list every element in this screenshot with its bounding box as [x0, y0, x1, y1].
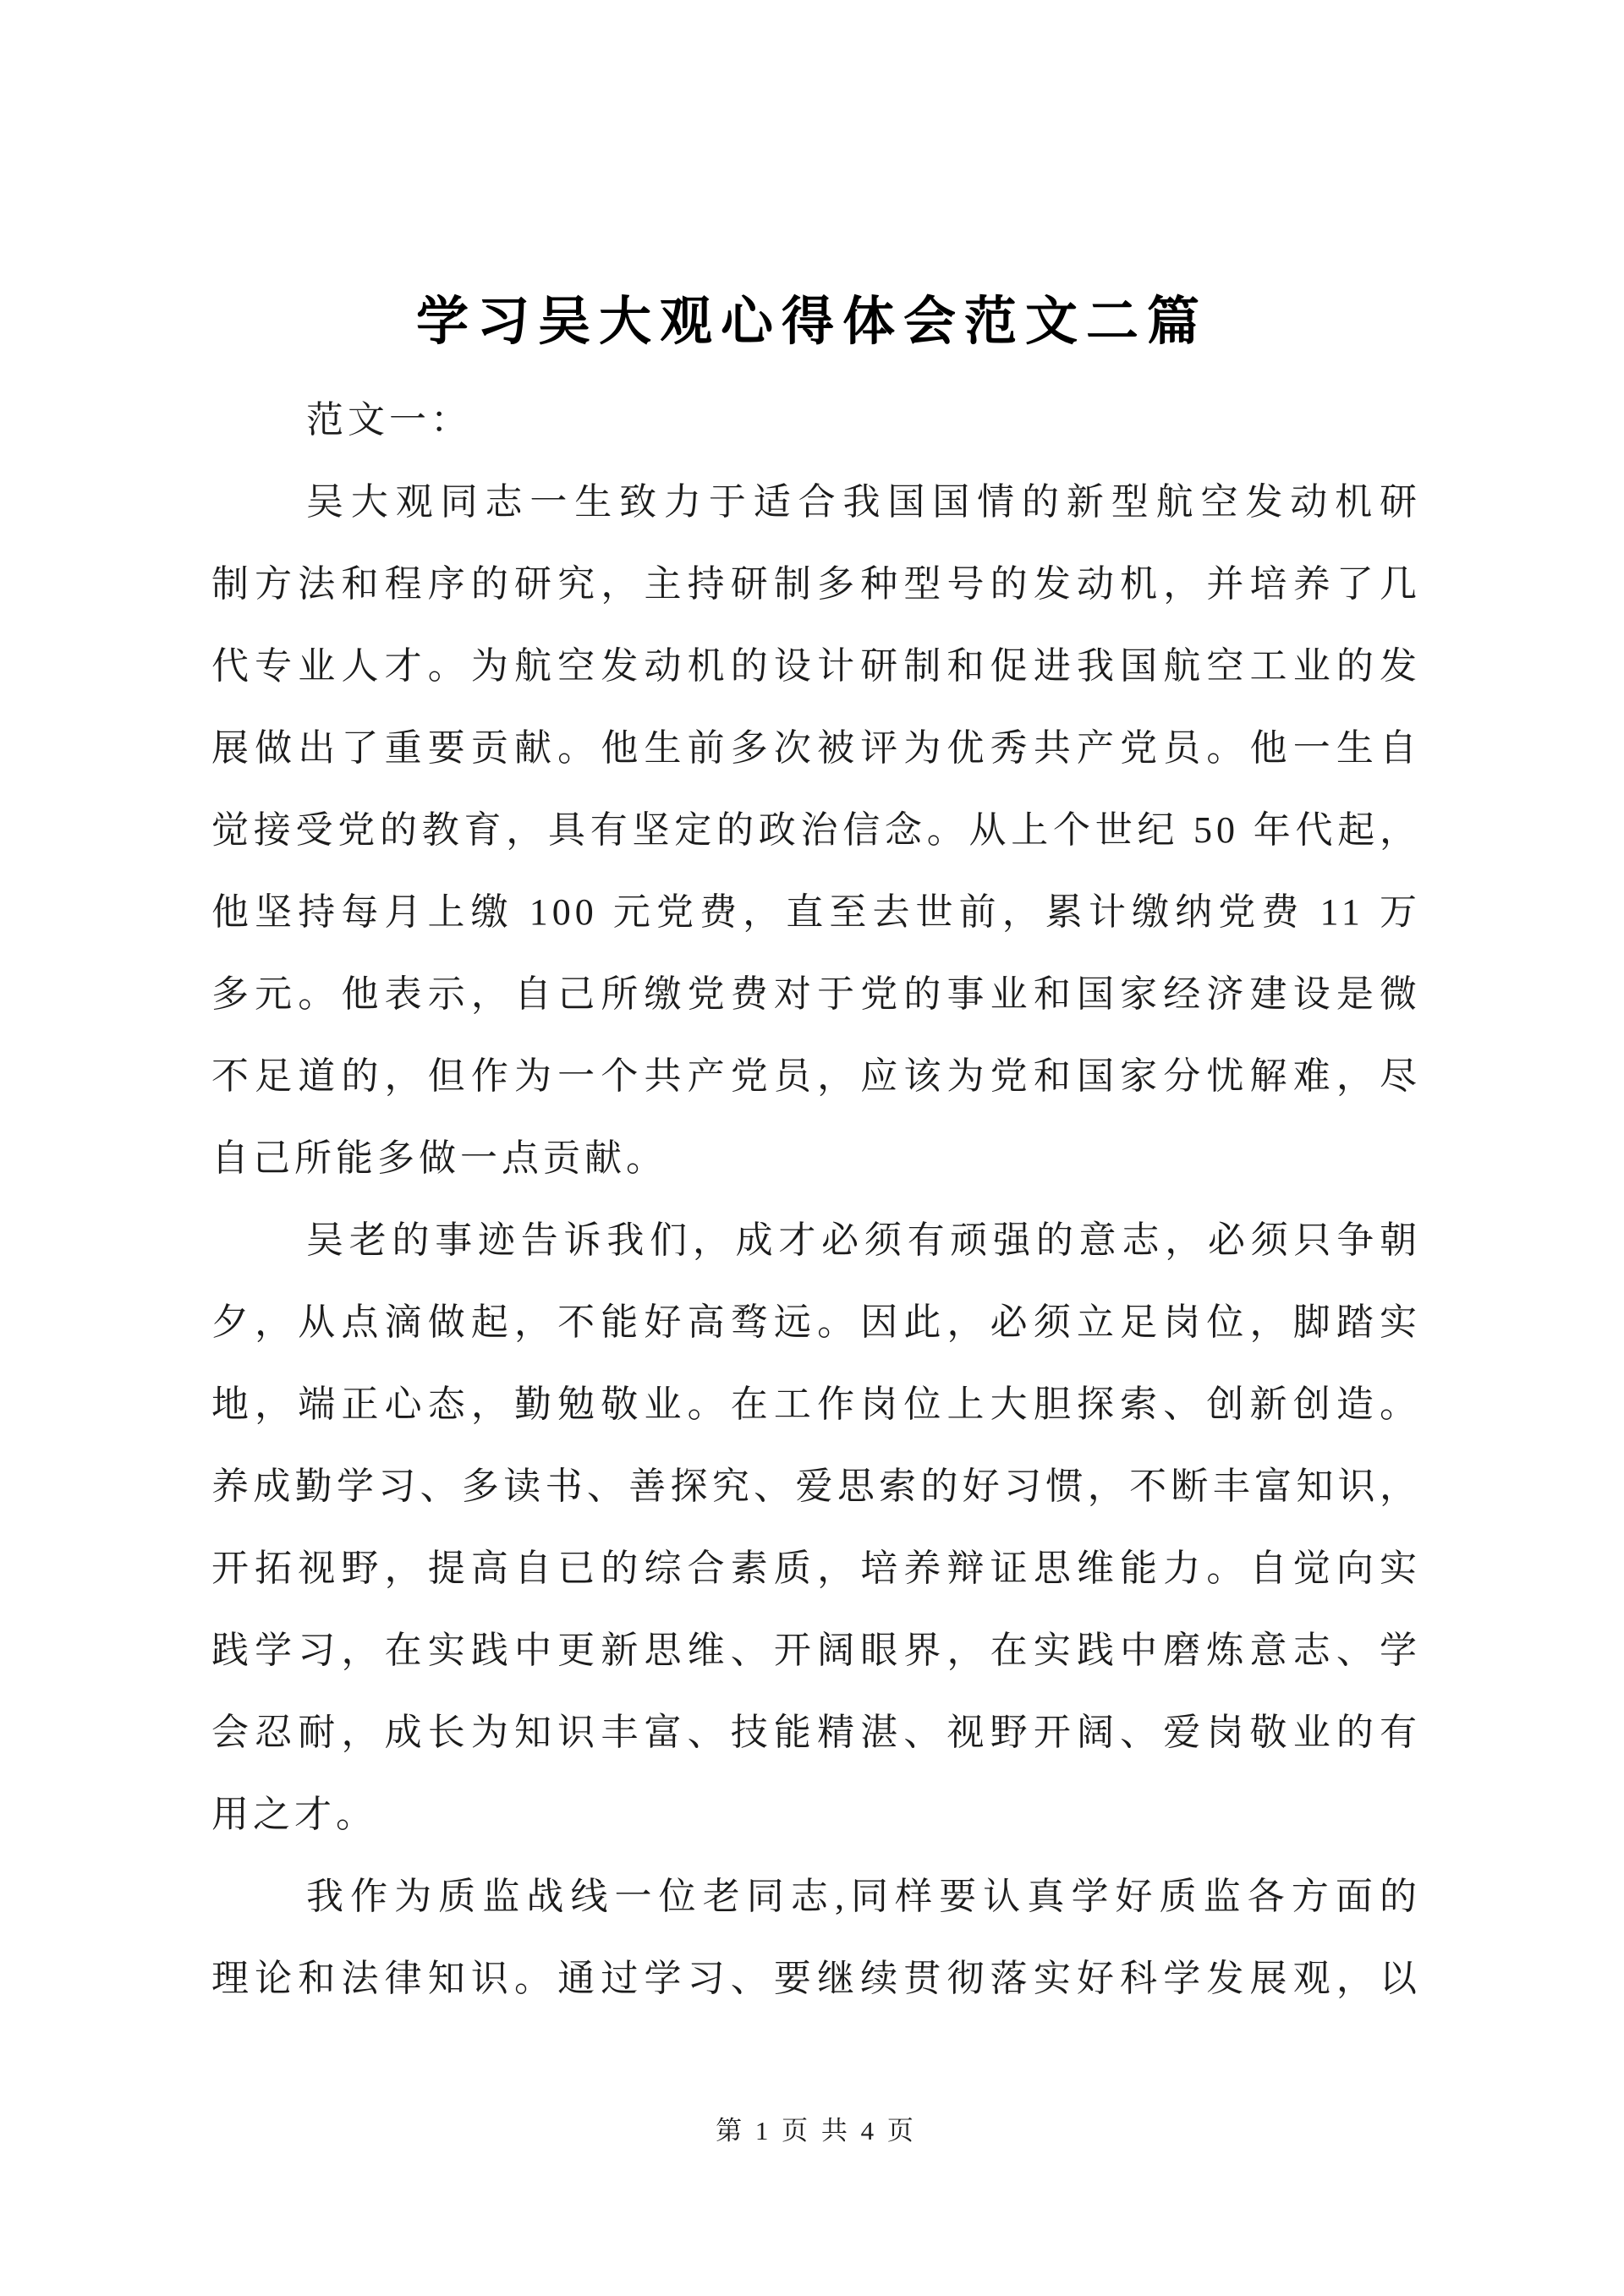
text-line: 范文一： — [306, 399, 472, 441]
text-line: 开拓视野，提高自已的综合素质，培养辩证思维能力。自觉向实 — [211, 1548, 1421, 1589]
text-line: 会忍耐，成长为知识丰富、技能精湛、视野开阔、爱岗敬业的有 — [211, 1712, 1421, 1753]
document-title: 学习吴大观心得体会范文二篇 — [415, 293, 1208, 351]
text-line: 养成勤学习、多读书、善探究、爱思索的好习惯，不断丰富知识， — [211, 1466, 1421, 1507]
text-line: 吴大观同志一生致力于适合我国国情的新型航空发动机研 — [306, 481, 1421, 523]
text-line: 地，端正心态，勤勉敬业。在工作岗位上大胆探索、创新创造。 — [211, 1384, 1421, 1425]
text-line: 展做出了重要贡献。他生前多次被评为优秀共产党员。他一生自 — [211, 727, 1421, 769]
text-line: 不足道的，但作为一个共产党员，应该为党和国家分忧解难，尽 — [211, 1055, 1421, 1097]
text-line: 理论和法律知识。通过学习、要继续贯彻落实好科学发展观，以 — [211, 1958, 1421, 1999]
text-line: 践学习，在实践中更新思维、开阔眼界，在实践中磨炼意志、学 — [211, 1630, 1421, 1671]
text-line: 代专业人才。为航空发动机的设计研制和促进我国航空工业的发 — [211, 645, 1421, 687]
text-line: 夕，从点滴做起，不能好高骛远。因此，必须立足岗位，脚踏实 — [211, 1301, 1421, 1343]
text-line: 多元。他表示，自己所缴党费对于党的事业和国家经济建设是微 — [211, 973, 1421, 1015]
text-line: 用之才。 — [211, 1794, 377, 1835]
page-number-label: 第 1 页 共 4 页 — [716, 2116, 917, 2145]
text-line: 制方法和程序的研究，主持研制多种型号的发动机，并培养了几 — [211, 563, 1421, 605]
text-line: 我作为质监战线一位老同志,同样要认真学好质监各方面的 — [306, 1876, 1421, 1917]
text-line: 他坚持每月上缴 100 元党费，直至去世前，累计缴纳党费 11 万 — [211, 891, 1421, 933]
text-line: 自己所能多做一点贡献。 — [211, 1137, 667, 1179]
text-line: 觉接受党的教育，具有坚定的政治信念。从上个世纪 50 年代起， — [211, 809, 1421, 851]
page-footer — [211, 2109, 1421, 2153]
document-body — [211, 379, 1421, 2019]
text-line: 吴老的事迹告诉我们，成才必须有顽强的意志，必须只争朝 — [306, 1219, 1421, 1261]
